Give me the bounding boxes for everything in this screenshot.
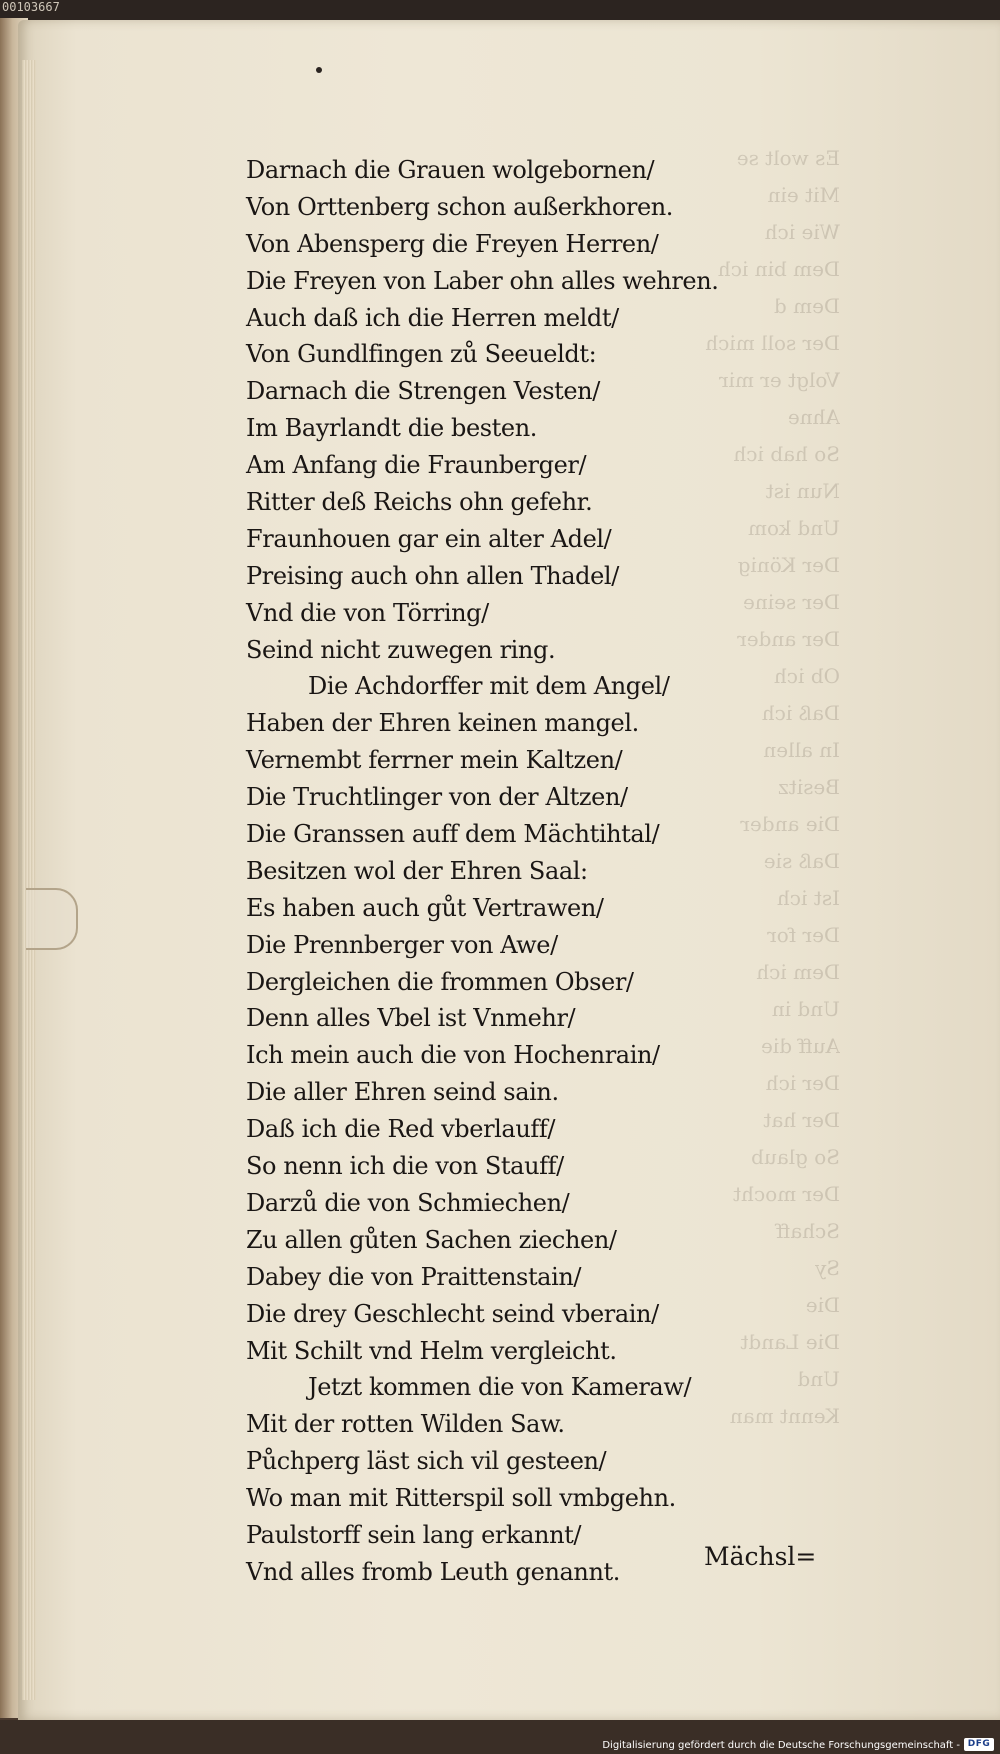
verse-line: Zu allen gůten Sachen ziechen/ bbox=[246, 1225, 617, 1254]
verse-line: Paulstorff sein lang erkannt/ bbox=[246, 1520, 582, 1549]
verse-line: Seind nicht zuwegen ring. bbox=[246, 635, 556, 664]
verse-line: Haben der Ehren keinen mangel. bbox=[246, 709, 639, 738]
verse-line: Dabey die von Praittenstain/ bbox=[246, 1262, 582, 1291]
scan-header-bar bbox=[0, 0, 1000, 22]
verse-line: Von Orttenberg schon außerkhoren. bbox=[246, 192, 674, 221]
verse-line: Am Anfang die Fraunberger/ bbox=[246, 451, 587, 480]
verse-line: Es haben auch gůt Vertrawen/ bbox=[246, 893, 604, 922]
verse-line: Darnach die Grauen wolgebornen/ bbox=[246, 156, 655, 184]
verse-line: Denn alles Vbel ist Vnmehr/ bbox=[246, 1004, 576, 1033]
verse-line: Darnach die Strengen Vesten/ bbox=[246, 377, 600, 406]
verse-line: Vernembt ferrner mein Kaltzen/ bbox=[246, 746, 623, 775]
verse-line: Von Gundlfingen zů Seeueldt: bbox=[246, 340, 597, 369]
verse-line: Die Granssen auff dem Mächtihtal/ bbox=[246, 820, 660, 849]
verse-line: Die Achdorffer mit dem Angel/ bbox=[308, 672, 670, 701]
verse-line: Darzů die von Schmiechen/ bbox=[246, 1188, 570, 1217]
verse-line: Jetzt kommen die von Kameraw/ bbox=[308, 1373, 692, 1402]
verse-line: Die drey Geschlecht seind vberain/ bbox=[246, 1299, 659, 1328]
verse-line: Ritter deß Reichs ohn gefehr. bbox=[246, 488, 593, 517]
verse-line: Von Abensperg die Freyen Herren/ bbox=[246, 229, 659, 258]
verse-line: Půchperg läst sich vil gesteen/ bbox=[246, 1447, 607, 1476]
verse-line: Dergleichen die frommen Obser/ bbox=[246, 967, 634, 996]
verse-line: Fraunhouen gar ein alter Adel/ bbox=[246, 524, 612, 553]
verse-line: Daß ich die Red vberlauff/ bbox=[246, 1115, 556, 1144]
verse-line: Im Bayrlandt die besten. bbox=[246, 414, 538, 443]
show-through-text: Es wolt se Mit ein Wie ich Dem bin ich Dem d Der soll mich Volgt er mir Ahne So hab ich Nun ist Und kom Der König Der seine Der ander Ob ich Daß ich In allen Besitz Die ander Daß sie Ist ich Der for Dem ich Und in Auff die Der ich Der hat So glaub Der mocht Schaff Sy Die Die Landt Und Kennt man bbox=[705, 146, 840, 1428]
page-tab-marker bbox=[26, 888, 78, 950]
ink-spot bbox=[316, 67, 322, 73]
verse-line: Die Truchtlinger von der Altzen/ bbox=[246, 783, 628, 812]
verse-line: So nenn ich die von Stauff/ bbox=[246, 1152, 564, 1181]
verse-text-block bbox=[246, 152, 806, 1591]
verse-line: Mit der rotten Wilden Saw. bbox=[246, 1410, 565, 1439]
verse-line: Mit Schilt vnd Helm vergleicht. bbox=[246, 1336, 617, 1365]
catchword: Mächsl= bbox=[704, 1542, 817, 1571]
verse-line: Die Prennberger von Awe/ bbox=[246, 930, 558, 959]
verse-line: Besitzen wol der Ehren Saal: bbox=[246, 856, 588, 885]
verse-line: Preising auch ohn allen Thadel/ bbox=[246, 561, 619, 590]
verse-line: Vnd alles fromb Leuth genannt. bbox=[246, 1557, 620, 1586]
verse-line: Auch daß ich die Herren meldt/ bbox=[246, 303, 619, 332]
dfg-logo: DFG bbox=[964, 1738, 994, 1751]
scan-id: 00103667 bbox=[2, 0, 60, 14]
verse-line: Wo man mit Ritterspil soll vmbgehn. bbox=[246, 1484, 676, 1513]
verse-line: Vnd die von Törring/ bbox=[246, 598, 489, 627]
verse-line: Die aller Ehren seind sain. bbox=[246, 1078, 559, 1107]
verse-line: Ich mein auch die von Hochenrain/ bbox=[246, 1041, 660, 1070]
page-stack-edge bbox=[22, 60, 36, 1700]
verse-line: Die Freyen von Laber ohn alles wehren. bbox=[246, 266, 719, 295]
digitization-credit: Digitalisierung gefördert durch die Deutsche Forschungsgemeinschaft - bbox=[602, 1740, 960, 1751]
